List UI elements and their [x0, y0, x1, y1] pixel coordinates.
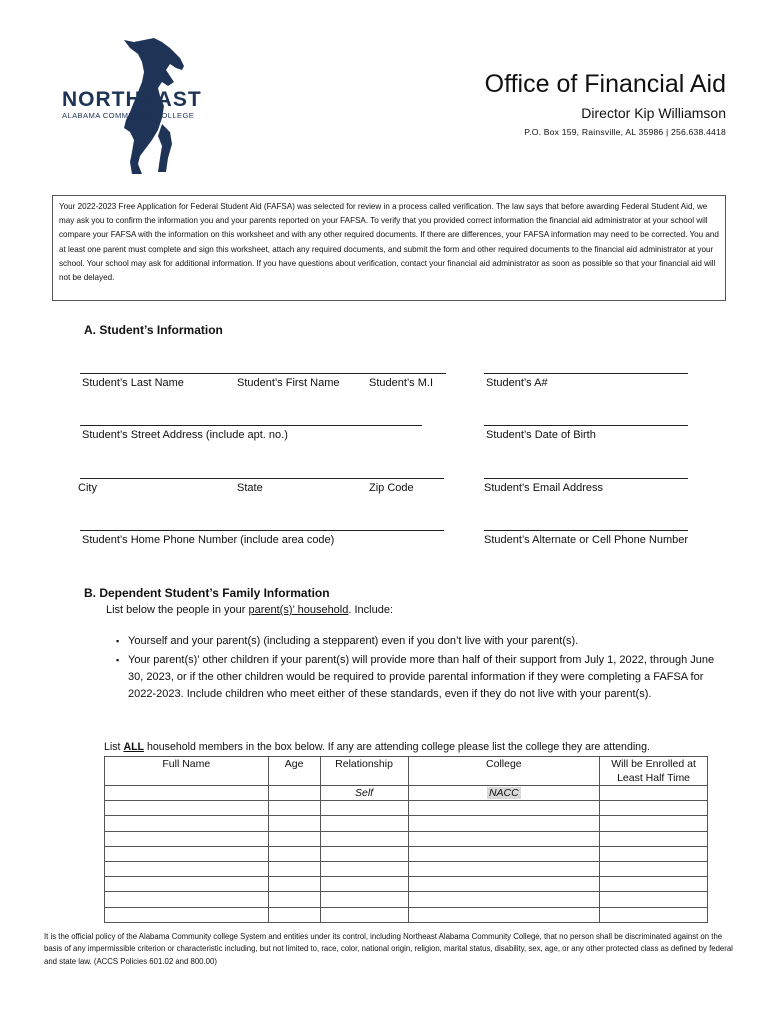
household-members-table — [104, 756, 708, 923]
cell[interactable] — [105, 877, 269, 892]
cell[interactable] — [105, 861, 269, 876]
logo-name: NORTHEAST — [62, 88, 202, 111]
cell[interactable] — [408, 846, 600, 861]
cell[interactable] — [320, 892, 408, 907]
cell-college[interactable] — [408, 786, 600, 801]
street-field-line[interactable] — [80, 425, 422, 426]
cell[interactable] — [268, 907, 320, 922]
cell[interactable] — [600, 861, 708, 876]
household-intro-pre: List below the people in your — [106, 604, 249, 616]
cell[interactable] — [408, 816, 600, 831]
cell[interactable] — [320, 816, 408, 831]
name-field-line[interactable] — [80, 373, 446, 374]
cell[interactable] — [105, 816, 269, 831]
cell[interactable] — [320, 907, 408, 922]
cell[interactable] — [320, 877, 408, 892]
table-row[interactable] — [105, 861, 708, 876]
street-address-label: Student’s Street Address (include apt. no.) — [82, 429, 288, 441]
list-instruction — [104, 741, 650, 753]
city-state-zip-field-line[interactable] — [80, 478, 444, 479]
cell[interactable] — [600, 877, 708, 892]
table-header-row — [105, 757, 708, 786]
alternate-phone-label: Student’s Alternate or Cell Phone Number — [484, 534, 689, 546]
table-row[interactable] — [105, 846, 708, 861]
first-name-label: Student’s First Name — [237, 377, 340, 389]
date-of-birth-label: Student’s Date of Birth — [486, 429, 596, 441]
table-row[interactable] — [105, 786, 708, 801]
email-field-line[interactable] — [484, 478, 688, 479]
non-discrimination-policy: It is the official policy of the Alabama Community college System and entities under its control, including Northeast Alabama Community College, that no person shall be discriminated against on the basis of any impermissible criterion or characteristic including, but not limited to, race, color, national origin, religion, marital status, disability, sex, age, or any other protected class as defined by federal and state law. (ACCS Policies 601.02 and 800.00) — [44, 932, 733, 966]
cell[interactable] — [268, 861, 320, 876]
cell[interactable] — [268, 877, 320, 892]
home-phone-label: Student’s Home Phone Number (include area code) — [82, 534, 335, 546]
city-label: City — [78, 482, 97, 494]
home-phone-field-line[interactable] — [80, 530, 444, 531]
cell[interactable] — [600, 846, 708, 861]
cell[interactable] — [408, 861, 600, 876]
household-intro — [106, 604, 393, 616]
table-row[interactable] — [105, 892, 708, 907]
cell[interactable] — [320, 801, 408, 816]
table-row[interactable] — [105, 877, 708, 892]
col-enrolled-half-time: Will be Enrolled at Least Half Time — [600, 757, 708, 786]
cell-relationship-self[interactable]: Self — [320, 786, 408, 801]
cell[interactable] — [600, 892, 708, 907]
cell[interactable] — [408, 877, 600, 892]
cell[interactable] — [600, 831, 708, 846]
cell[interactable] — [600, 801, 708, 816]
cell-age[interactable] — [268, 786, 320, 801]
college-logo — [58, 36, 218, 178]
list-instruction-post: household members in the box below. If any are attending college please list the college they are attending. — [144, 741, 650, 753]
cell[interactable] — [268, 801, 320, 816]
cell-full-name[interactable] — [105, 786, 269, 801]
cell[interactable] — [105, 831, 269, 846]
household-intro-underlined: parent(s)’ household — [248, 604, 349, 616]
office-title: Office of Financial Aid — [484, 70, 726, 98]
col-full-name: Full Name — [105, 757, 269, 786]
cell[interactable] — [600, 907, 708, 922]
household-intro-post: . Include: — [348, 604, 394, 616]
bullet-item: ▪ Your parent(s)’ other children if your parent(s) will provide more than half of their support from July 1, 2022, through June 30, 2023, or if the other children would be required to provide parental information if they were completing a FAFSA for 2022-2023. Include children who meet either of these standards, even if they do not live with your parent(s). — [116, 652, 716, 703]
table-row[interactable] — [105, 831, 708, 846]
bullet-item: ▪ Yourself and your parent(s) (including a stepparent) even if you don’t live with your parent(s). — [116, 633, 716, 650]
cell[interactable] — [320, 861, 408, 876]
household-bullets — [116, 633, 716, 705]
cell[interactable] — [268, 816, 320, 831]
cell[interactable] — [105, 801, 269, 816]
cell[interactable] — [105, 907, 269, 922]
table-row[interactable] — [105, 816, 708, 831]
cell[interactable] — [600, 816, 708, 831]
cell-enrolled[interactable] — [600, 786, 708, 801]
director-name: Director Kip Williamson — [581, 105, 726, 121]
middle-initial-label: Student’s M.I — [369, 377, 433, 389]
col-relationship: Relationship — [320, 757, 408, 786]
email-address-label: Student’s Email Address — [484, 482, 604, 494]
cell[interactable] — [408, 831, 600, 846]
col-age: Age — [268, 757, 320, 786]
office-address: P.O. Box 159, Rainsville, AL 35986 | 256.638.4418 — [524, 127, 726, 137]
cell[interactable] — [320, 846, 408, 861]
cell[interactable] — [268, 831, 320, 846]
section-a-heading: A. Student’s Information — [84, 323, 223, 337]
list-instruction-pre: List — [104, 741, 124, 753]
cell[interactable] — [268, 846, 320, 861]
col-college: College — [408, 757, 600, 786]
zip-code-label: Zip Code — [369, 482, 414, 494]
list-instruction-bold: ALL — [123, 741, 145, 753]
cell[interactable] — [408, 892, 600, 907]
cell[interactable] — [320, 831, 408, 846]
section-b-heading: B. Dependent Student’s Family Information — [84, 586, 330, 600]
table-row[interactable] — [105, 907, 708, 922]
a-number-field-line[interactable] — [484, 373, 688, 374]
cell[interactable] — [408, 801, 600, 816]
table-row[interactable] — [105, 801, 708, 816]
college-value: NACC — [488, 787, 519, 799]
a-number-label: Student’s A# — [486, 377, 548, 389]
cell[interactable] — [268, 892, 320, 907]
verification-notice: Your 2022-2023 Free Application for Federal Student Aid (FAFSA) was selected for review in a process called verification. The law says that before awarding Federal Student Aid, we may ask you to confirm the information you and your parents reported on your FAFSA. To verify that you provided correct information the financial aid administrator at your school will compare your FAFSA with the information on this worksheet and with any other required documents. If there are differences, your FAFSA information may need to be corrected. You and at least one parent must complete and sign this worksheet, attach any required documents, and submit the form and other required documents to the financial aid administrator at your school. Your school may ask for additional information. If you have questions about verification, contact your financial aid administrator as soon as possible so that your financial aid will not be delayed. — [52, 195, 726, 301]
logo-subname: ALABAMA COMMUNITY COLLEGE — [62, 111, 195, 120]
cell[interactable] — [408, 907, 600, 922]
alt-phone-field-line[interactable] — [484, 530, 688, 531]
cell[interactable] — [105, 846, 269, 861]
cell[interactable] — [105, 892, 269, 907]
state-label: State — [237, 482, 263, 494]
dob-field-line[interactable] — [484, 425, 688, 426]
last-name-label: Student’s Last Name — [82, 377, 184, 389]
